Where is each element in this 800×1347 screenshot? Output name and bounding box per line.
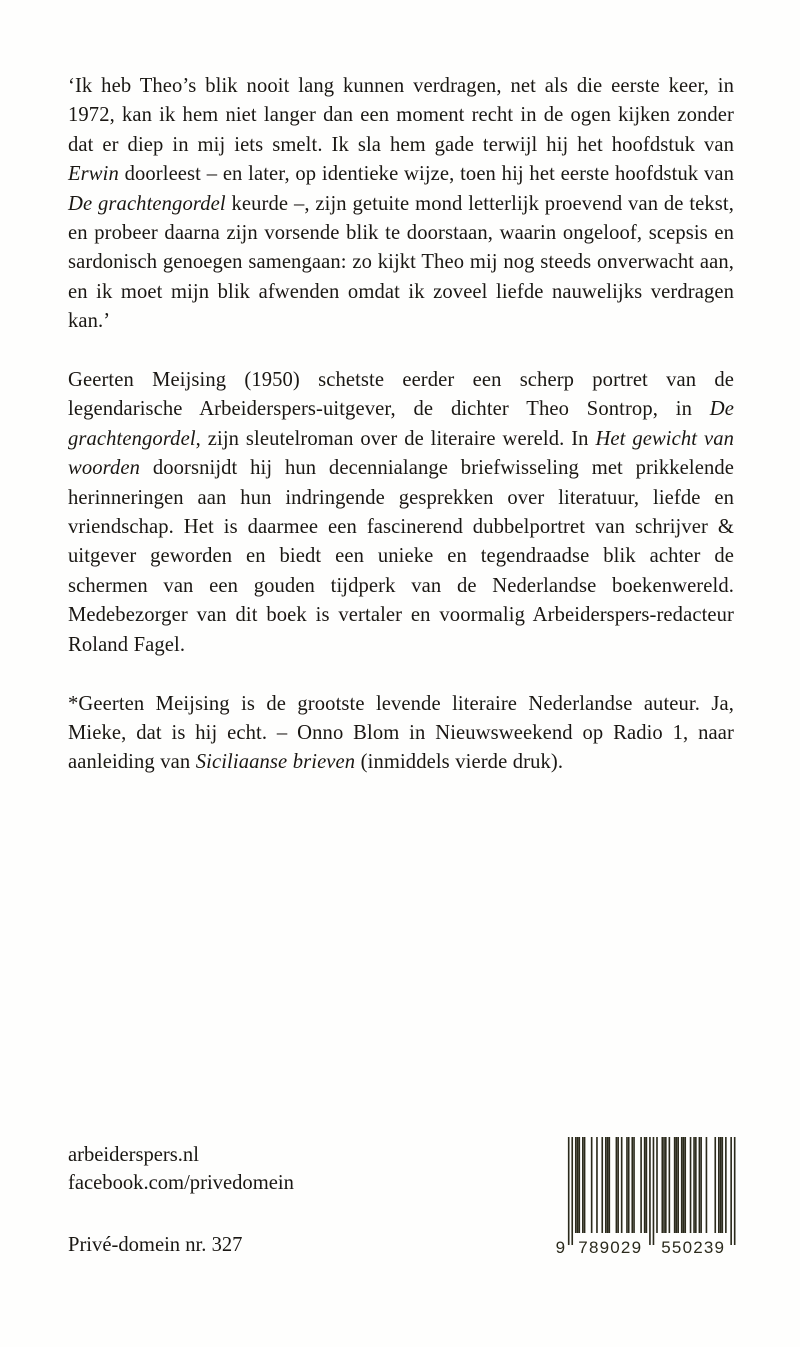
praise-paragraph: *Geerten Meijsing is de grootste levende literaire Nederlandse auteur. Ja, Mieke, dat is hij echt. – Onno Blom in Nieuwsweekend op Radio 1, naar aanleiding van Siciliaanse brieven (inmiddels vierde druk). — [68, 692, 734, 774]
blurb-text-block — [68, 72, 734, 778]
barcode-graphic — [552, 1137, 748, 1271]
series-number-label: Privé-domein nr. 327 — [68, 1234, 243, 1256]
description-paragraph: Geerten Meijsing (1950) schetste eerder een scherp portret van de legendarische Arbeiderspers-uitgever, de dichter Theo Sontrop, in De grachtengordel, zijn sleutelroman over de literaire wereld. In Het gewicht van woorden doorsnijdt hij hun decennialange briefwisseling met prikkelende herinneringen aan hun indringende gesprekken over literatuur, liefde en vriendschap. Het is daarmee een fascinerend dubbelportret van schrijver & uitgever geworden en biedt een unieke en tegendraadse blik achter de schermen van een gouden tijdperk van de Nederlandse boekenwereld. Medebezorger van dit boek is vertaler en voormalig Arbeiderspers-redacteur Roland Fagel. — [68, 369, 734, 656]
footer-links — [68, 1141, 294, 1197]
svg-text:789029: 789029 — [578, 1238, 643, 1257]
svg-text:550239: 550239 — [661, 1238, 726, 1257]
isbn-barcode — [552, 1137, 748, 1271]
quote-paragraph: ‘Ik heb Theo’s blik nooit lang kunnen verdragen, net als die eerste keer, in 1972, kan ik hem niet langer dan een moment recht in de ogen kijken zonder dat er diep in mij iets smelt. Ik sla hem gade terwijl hij het hoofdstuk van Erwin doorleest – en later, op identieke wijze, toen hij het eerste hoofdstuk van De grachtengordel keurde –, zijn getuite mond letterlijk proevend van de tekst, en probeer daarna zijn vorsende blik te doorstaan, waarin ongeloof, scepsis en sardonisch genoegen samengaan: zo kijkt Theo mij nog steeds onverwacht aan, en ik moet mijn blik afwenden omdat ik zoveel liefde nauwelijks verdragen kan.’ — [68, 75, 735, 333]
facebook-page-link[interactable]: facebook.com/privedomein — [68, 1172, 294, 1194]
svg-text:9: 9 — [555, 1238, 567, 1257]
publisher-website-link[interactable]: arbeiderspers.nl — [68, 1144, 199, 1166]
footer — [68, 1141, 734, 1276]
